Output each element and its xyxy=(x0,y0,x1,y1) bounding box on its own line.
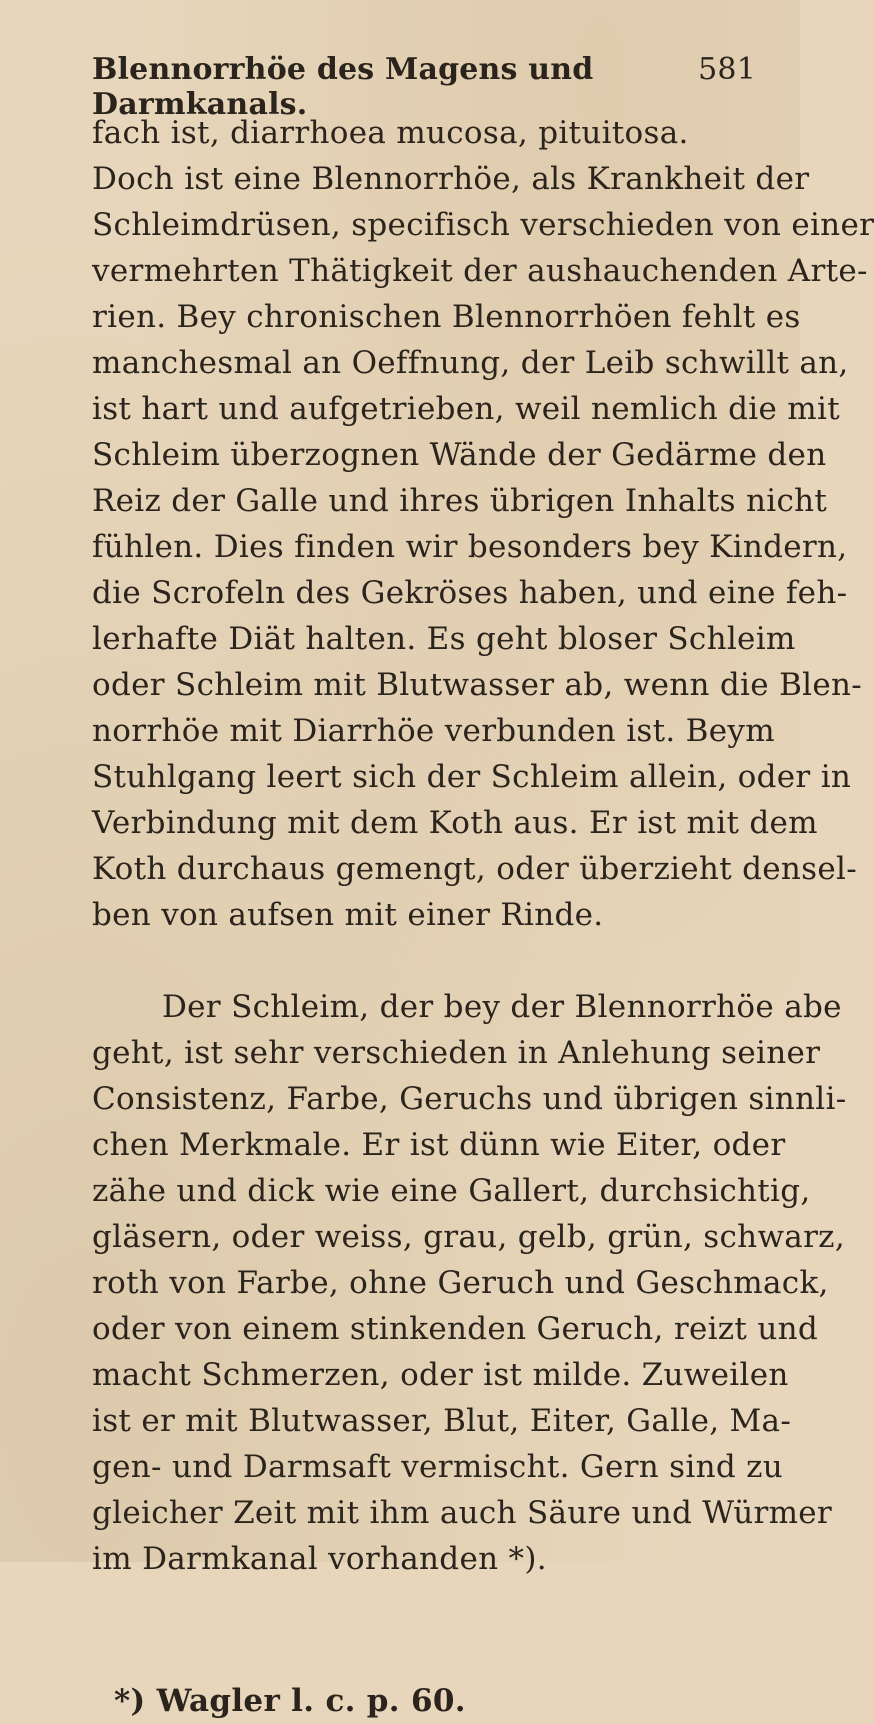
text-line: gen- und Darmsaft vermischt. Gern sind zu xyxy=(92,1449,784,1485)
paragraph-1 xyxy=(92,110,874,938)
text-line: zähe und dick wie eine Gallert, durchsichtig, xyxy=(92,1173,811,1209)
text-line: gläsern, oder weiss, grau, gelb, grün, schwarz, xyxy=(92,1219,845,1255)
text-line: Schleimdrüsen, specifisch verschieden von einer xyxy=(92,207,874,243)
text-line: fühlen. Dies finden wir besonders bey Kindern, xyxy=(92,529,848,565)
text-line: fach ist, diarrhoea mucosa, pituitosa. xyxy=(92,115,689,151)
text-line: lerhafte Diät halten. Es geht bloser Schleim xyxy=(92,621,796,657)
text-line: roth von Farbe, ohne Geruch und Geschmack, xyxy=(92,1265,829,1301)
text-line: Doch ist eine Blennorrhöe, als Krankheit der xyxy=(92,161,810,197)
body-text xyxy=(92,110,874,1724)
text-line: Consistenz, Farbe, Geruchs und übrigen sinnli- xyxy=(92,1081,847,1117)
footnote-spacer xyxy=(92,1582,770,1678)
text-line: Schleim überzognen Wände der Gedärme den xyxy=(92,437,827,473)
text-line: macht Schmerzen, oder ist milde. Zuweilen xyxy=(92,1357,789,1393)
running-head-title: Blennorrhöe des Magens und Darmkanals. xyxy=(92,52,594,122)
text-line: im Darmkanal vorhanden *). xyxy=(92,1541,547,1577)
text-line: gleicher Zeit mit ihm auch Säure und Würmer xyxy=(92,1495,833,1531)
text-line: die Scrofeln des Gekröses haben, und eine feh- xyxy=(92,575,848,611)
text-line: chen Merkmale. Er ist dünn wie Eiter, oder xyxy=(92,1127,786,1163)
text-line: ist er mit Blutwasser, Blut, Eiter, Galle, Ma- xyxy=(92,1403,792,1439)
text-line: oder von einem stinkenden Geruch, reizt und xyxy=(92,1311,819,1347)
text-line: Der Schleim, der bey der Blennorrhöe abe xyxy=(162,989,842,1025)
text-line: norrhöe mit Diarrhöe verbunden ist. Beym xyxy=(92,713,775,749)
footnote: *) Wagler l. c. p. 60. xyxy=(114,1683,466,1719)
text-line: Verbindung mit dem Koth aus. Er ist mit dem xyxy=(92,805,818,841)
text-line: ben von aufsen mit einer Rinde. xyxy=(92,897,604,933)
text-line: geht, ist sehr verschieden in Anlehung seiner xyxy=(92,1035,821,1071)
text-line: vermehrten Thätigkeit der aushauchenden Arte- xyxy=(92,253,868,289)
running-head xyxy=(92,52,770,122)
paragraph-2 xyxy=(92,984,847,1582)
page-number: 581 xyxy=(698,52,756,87)
text-line: Reiz der Galle und ihres übrigen Inhalts nicht xyxy=(92,483,828,519)
paragraph-spacer xyxy=(92,938,770,984)
text-line: ist hart und aufgetrieben, weil nemlich die mit xyxy=(92,391,840,427)
text-line: manchesmal an Oeffnung, der Leib schwillt an, xyxy=(92,345,849,381)
text-line: Koth durchaus gemengt, oder überzieht densel- xyxy=(92,851,858,887)
text-line: Stuhlgang leert sich der Schleim allein, oder in xyxy=(92,759,852,795)
text-line: rien. Bey chronischen Blennorrhöen fehlt es xyxy=(92,299,801,335)
text-line: oder Schleim mit Blutwasser ab, wenn die Blen- xyxy=(92,667,863,703)
